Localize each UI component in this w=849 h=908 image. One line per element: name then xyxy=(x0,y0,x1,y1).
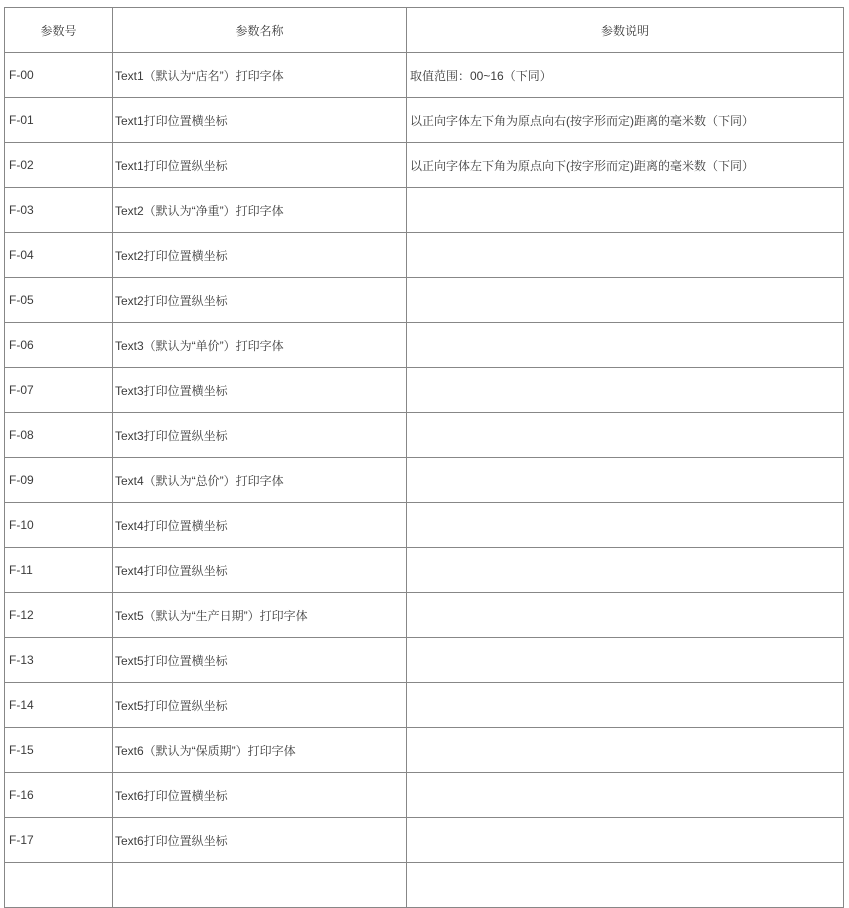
param-desc-cell xyxy=(407,233,844,278)
param-number-cell: F-13 xyxy=(5,638,113,683)
table-row-partial xyxy=(5,863,844,908)
table-row xyxy=(5,818,844,863)
table-row xyxy=(5,278,844,323)
table-header xyxy=(5,8,844,53)
param-desc-cell xyxy=(407,503,844,548)
table-row xyxy=(5,458,844,503)
param-name-cell: Text5打印位置纵坐标 xyxy=(113,683,407,728)
param-name-cell: Text1（默认为“店名”）打印字体 xyxy=(113,53,407,98)
param-number-cell: F-05 xyxy=(5,278,113,323)
param-name-cell: Text3（默认为“单价”）打印字体 xyxy=(113,323,407,368)
param-number-cell: F-12 xyxy=(5,593,113,638)
header-row xyxy=(5,8,844,53)
param-desc-cell xyxy=(407,728,844,773)
table-row xyxy=(5,593,844,638)
param-number-cell: F-02 xyxy=(5,143,113,188)
param-desc-cell: 取值范围：00~16（下同） xyxy=(407,53,844,98)
param-name-cell: Text6打印位置横坐标 xyxy=(113,773,407,818)
param-name-cell: Text4打印位置纵坐标 xyxy=(113,548,407,593)
param-desc-cell xyxy=(407,323,844,368)
header-param-name: 参数名称 xyxy=(113,8,407,53)
param-name-cell: Text3打印位置纵坐标 xyxy=(113,413,407,458)
param-number-cell: F-11 xyxy=(5,548,113,593)
table-row xyxy=(5,503,844,548)
param-name-cell: Text5（默认为“生产日期”）打印字体 xyxy=(113,593,407,638)
param-name-cell: Text2打印位置纵坐标 xyxy=(113,278,407,323)
param-number-cell: F-07 xyxy=(5,368,113,413)
param-number-cell: F-08 xyxy=(5,413,113,458)
parameters-table xyxy=(4,7,844,908)
header-param-number: 参数号 xyxy=(5,8,113,53)
param-name-cell: Text5打印位置横坐标 xyxy=(113,638,407,683)
table-body xyxy=(5,53,844,908)
param-number-cell: F-14 xyxy=(5,683,113,728)
param-name-cell: Text4打印位置横坐标 xyxy=(113,503,407,548)
param-desc-cell xyxy=(407,773,844,818)
param-name-cell xyxy=(113,863,407,908)
param-name-cell: Text3打印位置横坐标 xyxy=(113,368,407,413)
param-desc-cell xyxy=(407,458,844,503)
param-desc-cell xyxy=(407,818,844,863)
table-row xyxy=(5,143,844,188)
param-number-cell: F-00 xyxy=(5,53,113,98)
param-number-cell: F-16 xyxy=(5,773,113,818)
param-number-cell: F-01 xyxy=(5,98,113,143)
param-name-cell: Text4（默认为“总价”）打印字体 xyxy=(113,458,407,503)
param-name-cell: Text6打印位置纵坐标 xyxy=(113,818,407,863)
param-desc-cell xyxy=(407,683,844,728)
param-desc-cell: 以正向字体左下角为原点向下(按字形而定)距离的毫米数（下同） xyxy=(407,143,844,188)
table-row xyxy=(5,548,844,593)
table-row xyxy=(5,53,844,98)
table-row xyxy=(5,368,844,413)
param-number-cell: F-09 xyxy=(5,458,113,503)
param-desc-cell xyxy=(407,863,844,908)
param-number-cell: F-03 xyxy=(5,188,113,233)
param-desc-cell xyxy=(407,278,844,323)
param-name-cell: Text1打印位置横坐标 xyxy=(113,98,407,143)
param-name-cell: Text2打印位置横坐标 xyxy=(113,233,407,278)
table-row xyxy=(5,323,844,368)
table-row xyxy=(5,98,844,143)
param-desc-cell xyxy=(407,368,844,413)
param-name-cell: Text2（默认为“净重”）打印字体 xyxy=(113,188,407,233)
table-row xyxy=(5,188,844,233)
table-row xyxy=(5,773,844,818)
param-desc-cell xyxy=(407,638,844,683)
param-name-cell: Text1打印位置纵坐标 xyxy=(113,143,407,188)
header-param-description: 参数说明 xyxy=(407,8,844,53)
param-desc-cell xyxy=(407,548,844,593)
param-number-cell: F-15 xyxy=(5,728,113,773)
table-row xyxy=(5,233,844,278)
table-row xyxy=(5,728,844,773)
param-desc-cell xyxy=(407,413,844,458)
param-number-cell xyxy=(5,863,113,908)
param-number-cell: F-10 xyxy=(5,503,113,548)
param-number-cell: F-04 xyxy=(5,233,113,278)
param-desc-cell: 以正向字体左下角为原点向右(按字形而定)距离的毫米数（下同） xyxy=(407,98,844,143)
param-desc-cell xyxy=(407,593,844,638)
table-row xyxy=(5,638,844,683)
table-row xyxy=(5,413,844,458)
param-number-cell: F-17 xyxy=(5,818,113,863)
param-name-cell: Text6（默认为“保质期”）打印字体 xyxy=(113,728,407,773)
table-row xyxy=(5,683,844,728)
param-number-cell: F-06 xyxy=(5,323,113,368)
param-desc-cell xyxy=(407,188,844,233)
